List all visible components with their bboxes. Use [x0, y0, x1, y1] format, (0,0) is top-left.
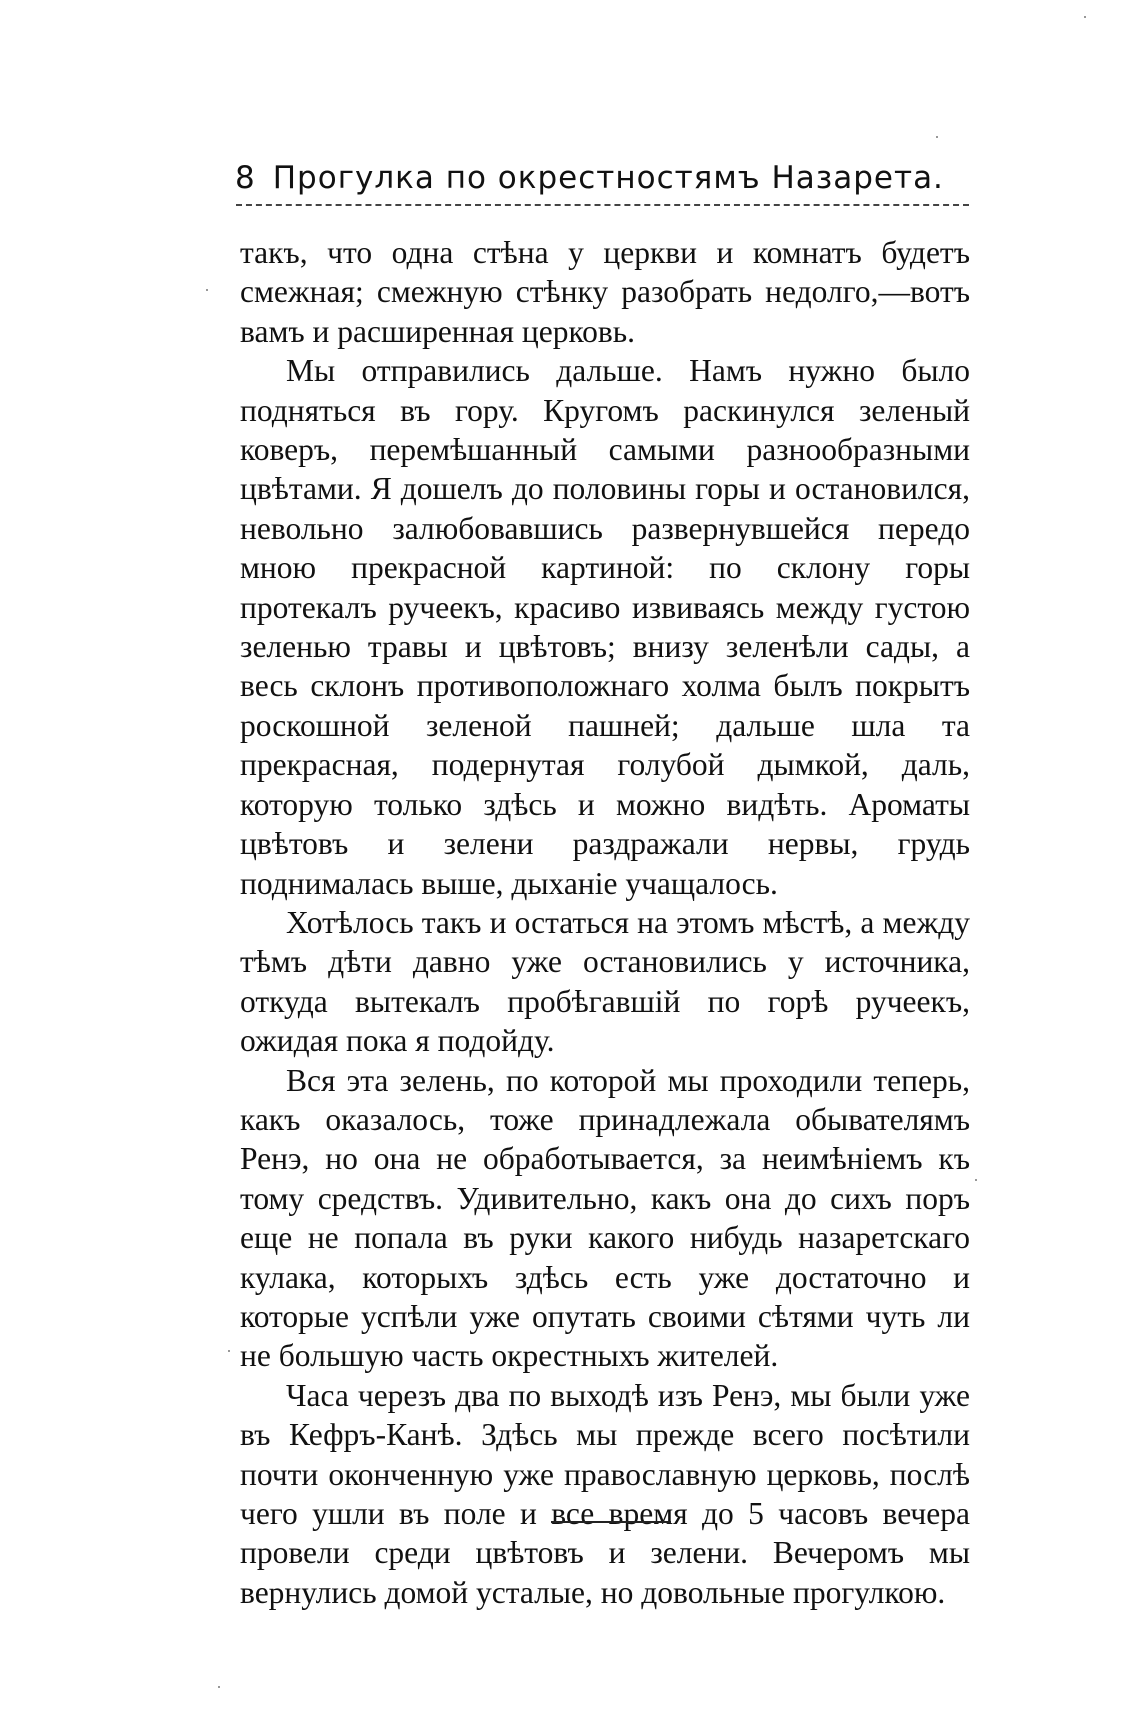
paragraph: Вся эта зелень, по которой мы проходили теперь, какъ оказалось, тоже принадлежала обывателямъ Ренэ, но она не обработывается, за неимѣніемъ къ тому средствъ. Удивительно, какъ она до сихъ поръ еще не попала въ руки какого нибудь назаретскаго кулака, которыхъ здѣсь есть уже достаточно и которые успѣли уже опутать своими сѣтями чуть ли не большую часть окрестныхъ жителей. [240, 1062, 970, 1374]
page-header [235, 160, 970, 196]
paragraph-continuation: такъ, что одна стѣна у церкви и комнатъ будетъ смежная; смежную стѣнку разобрать недолго,—вотъ вамъ и расширенная церковь. [240, 235, 970, 349]
paragraph: Мы отправились дальше. Намъ нужно было подняться въ гору. Кругомъ раскинулся зеленый коверъ, перемѣшанный самыми разнообразными цвѣтами. Я дошелъ до половины горы и остановился, невольно залюбовавшись развернувшейся передо мною прекрасной картиной: по склону горы протекалъ ручеекъ, красиво извиваясь между густою зеленью травы и цвѣтовъ; внизу зеленѣли сады, а весь склонъ противоположнаго холма былъ покрытъ роскошной зеленой пашней; дальше шла та прекрасная, подернутая голубой дымкой, даль, которую только здѣсь и можно видѣть. Ароматы цвѣтовъ и зелени раздражали нервы, грудь поднималась выше, дыханіе учащалось. [240, 353, 970, 901]
paragraph: Хотѣлось такъ и остаться на этомъ мѣстѣ, а между тѣмъ дѣти давно уже остановились у источника, откуда вытекалъ пробѣгавшій по горѣ ручеекъ, ожидая пока я подойду. [240, 904, 970, 1059]
page-number: 8 [235, 160, 255, 196]
scan-speck [975, 1179, 977, 1181]
scan-speck [228, 1350, 230, 1352]
scan-speck [218, 1686, 220, 1688]
scan-speck [206, 289, 208, 291]
header-rule [236, 204, 969, 206]
scan-speck [1084, 16, 1086, 18]
scan-speck [936, 136, 938, 138]
running-title: Прогулка по окрестностямъ Назарета. [272, 160, 944, 196]
page-body [240, 233, 970, 1612]
section-end-rule [551, 1521, 671, 1523]
paragraph: Часа черезъ два по выходѣ изъ Ренэ, мы были уже въ Кефръ-Канѣ. Здѣсь мы прежде всего посѣтили почти оконченную уже православную церковь, послѣ чего ушли въ поле и все время до 5 часовъ вечера провели среди цвѣтовъ и зелени. Вечеромъ мы вернулись домой усталые, но довольные прогулкою. [240, 1377, 970, 1610]
